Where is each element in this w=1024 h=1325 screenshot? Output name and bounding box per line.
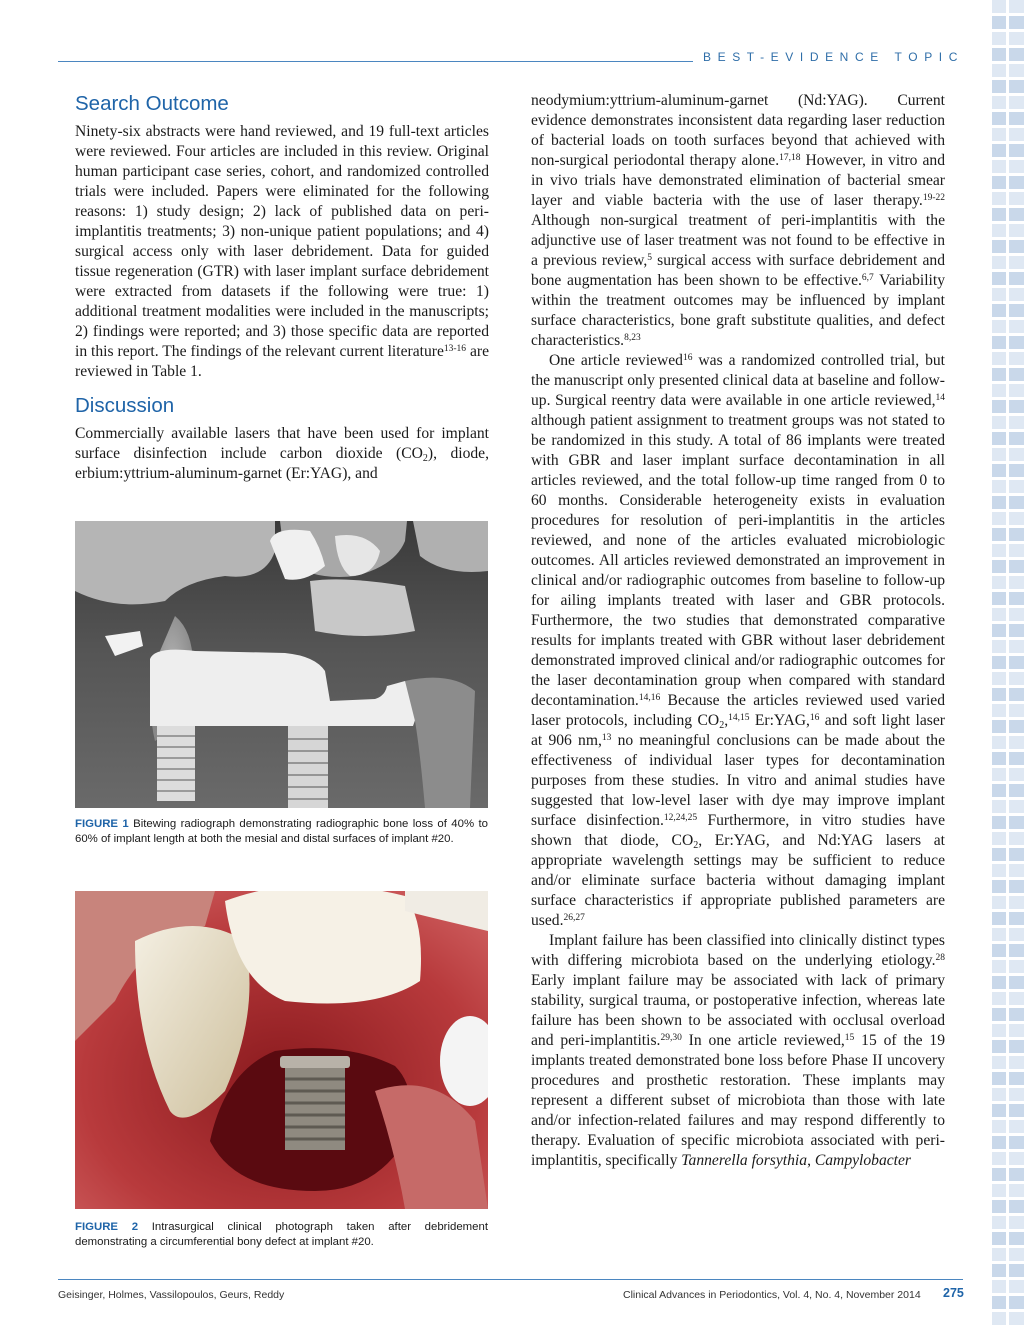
footer-rule — [58, 1279, 963, 1280]
figure-1-caption: FIGURE 1 Bitewing radiograph demonstrating radiographic bone loss of 40% to 60% of implant length at both the mesial and distal surfaces of implant #20. — [75, 818, 488, 845]
figure-2-clinical-photo — [75, 891, 488, 1209]
header-rule — [58, 61, 693, 62]
search-outcome-heading: Search Outcome — [75, 92, 229, 115]
figure-2-caption: FIGURE 2 Intrasurgical clinical photograph taken after debridement demonstrating a circumferential bony defect at implant #20. — [75, 1221, 488, 1248]
discussion-paragraph-2: One article reviewed$^{16}$ was a randomized controlled trial, but the manuscript only presented clinical data at baseline and follow-up. Surgical reentry data were available in one article reviewed,$^{14}$ although patient assignment to treatment groups was not stated to be randomized in this study. A total of 86 implants were treated with GBR and laser implant surface decontamination in all articles reviewed, and the total follow-up time ranged from 0 to 60 months. Considerable heterogeneity exists in evaluation procedures for resolution of peri-implantitis in the articles reviewed, and none of the articles evaluated microbiologic outcomes. All articles reviewed demonstrated an improvement in clinical and/or radiographic outcomes from baseline to follow-up for ailing implants treated with laser and GBR protocols. Furthermore, the two studies that demonstrated comparative results for implants treated with GBR without laser debridement demonstrated improved clinical and/or radiographic outcomes for the laser decontamination group when compared with standard decontamination.$^{14,16}$ Because the articles reviewed used varied laser protocols, including $CO_2,^{14,15}$ Er:YAG,$^{16}$ and soft light laser at 906 nm,$^{13}$ no meaningful conclusions can be made about the effectiveness of individual laser types for decontamination purposes from these studies. In vitro and animal studies have suggested that low-level laser with dye may improve implant surface disinfection.$^{12,24,25}$ Furthermore, in vitro studies have shown that diode, $CO_2$, Er:YAG, and Nd:YAG lasers at appropriate wavelength settings may be sufficient to reduce and/or eliminate surface bacteria without damaging implant surface characteristics if appropriate published parameters are used.$^{26,27}$ — [531, 352, 946, 929]
discussion-paragraph-1: Commercially available lasers that have been used for implant surface disinfection include carbon dioxide $(CO_2)$, diode, erbium:yttrium-aluminum-garnet (Er:YAG), and — [75, 425, 489, 482]
section-topic-label: BEST-EVIDENCE TOPIC — [703, 50, 964, 64]
search-outcome-paragraph: Ninety-six abstracts were hand reviewed, and 19 full-text articles were reviewed. Four articles are included in this review. Original human participant case series, cohort, and randomized controlled trials were included. Papers were eliminated for the following reasons: 1) study design; 2) lack of published data on peri-implantitis treatments; 3) non-unique patient populations; and 4) surgical access only with laser debridement. Data for guided tissue regeneration (GTR) with laser implant surface debridement were extracted from datasets if the following were true: 1) additional treatment modalities were included in the manuscripts; 2) findings were reported; and 3) those specific data are reported in this report. The findings of the relevant current literature$^{13-16}$ are reviewed in Table 1. — [75, 123, 490, 380]
page-number: 275 — [943, 1286, 964, 1300]
discussion-heading: Discussion — [75, 394, 175, 417]
side-decoration-strip — [992, 0, 1024, 1325]
right-column — [531, 91, 945, 1171]
footer-authors: Geisinger, Holmes, Vassilopoulos, Geurs, Reddy — [58, 1289, 285, 1301]
discussion-paragraph-3: Implant failure has been classified into clinically distinct types with differing microbiota based on the underlying etiology.$^{28}$ Early implant failure may be associated with lack of primary stability, surgical trauma, or postoperative infection, whereas late failure has been shown to be associated with occlusal overload and peri-implantitis.$^{29,30}$ In one article reviewed,$^{15}$ 15 of the 19 implants treated demonstrated bone loss before Phase II uncovery procedures and prosthetic restoration. These implants may represent a different subset of microbiota than those with late and/or infection-related failures and may respond differently to therapy. Evaluation of specific microbiota associated with peri-implantitis, specifically Tannerella forsythia, Campylobacter — [531, 932, 945, 1169]
discussion-paragraph-1-continued: neodymium:yttrium-aluminum-garnet (Nd:YAG). Current evidence demonstrates inconsistent data regarding laser reduction of bacterial loads on tooth surfaces beyond that achieved with non-surgical periodontal therapy alone.$^{17,18}$ However, in vitro and in vivo trials have demonstrated elimination of bacterial smear layer and viable bacteria with the use of laser therapy.$^{19-22}$ Although non-surgical treatment of peri-implantitis with the adjunctive use of laser treatment was not found to be effective in a previous review,$^5$ surgical access with surface debridement and bone augmentation has been shown to be effective.$^{6,7}$ Variability within the treatment outcomes may be influenced by implant surface characteristics, bone graft substitute qualities, and defect characteristics.$^{8,23}$ — [531, 92, 946, 349]
left-column — [75, 92, 489, 484]
figure-1-radiograph — [75, 521, 488, 808]
footer-journal-citation: Clinical Advances in Periodontics, Vol. 4, No. 4, November 2014 — [623, 1289, 921, 1301]
